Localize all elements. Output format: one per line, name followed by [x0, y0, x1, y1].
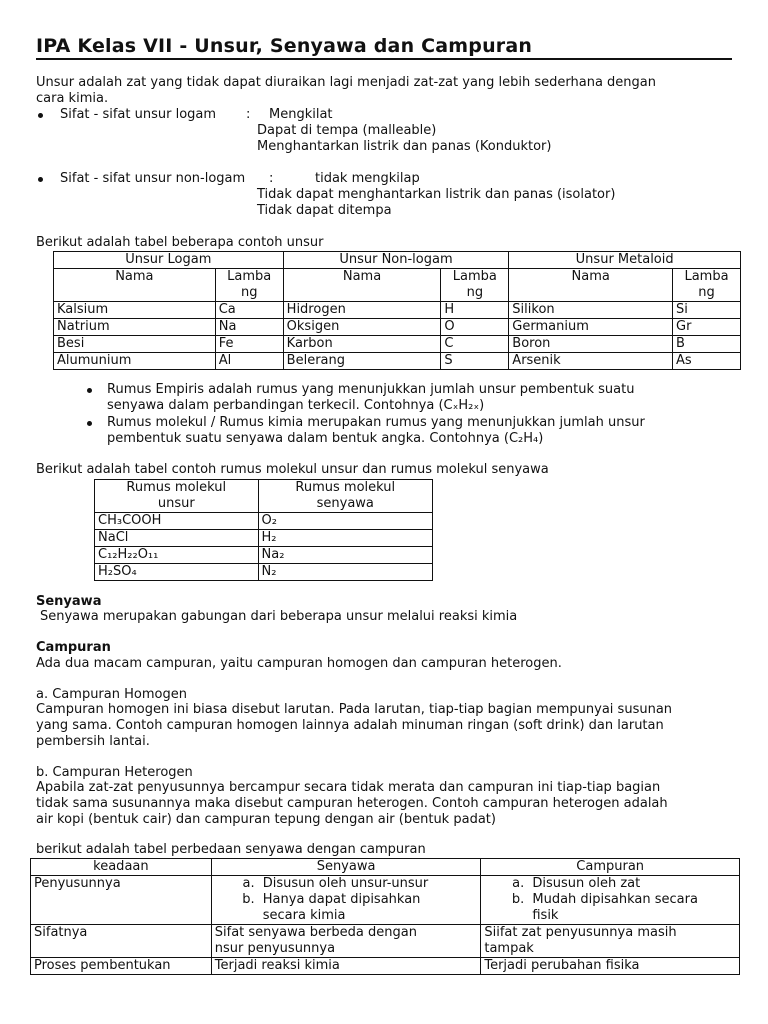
logam-label: Sifat - sifat unsur logam — [60, 107, 217, 122]
table3-caption: berikut adalah tabel perbedaan senyawa dengan campuran — [36, 842, 426, 857]
header-part-1: Rumus molekul — [295, 480, 396, 495]
table-cell: H₂ — [258, 530, 432, 547]
cell-text: nsur penyusunnya — [214, 941, 336, 956]
cell-text: Sifat senyawa berbeda dengan — [214, 925, 417, 940]
table-cell — [481, 925, 740, 958]
table-row — [54, 353, 741, 370]
table-cell: H — [441, 302, 509, 319]
list-item: a. Disusun oleh zat — [528, 876, 736, 892]
senyawa-text: Senyawa merupakan gabungan dari beberapa unsur melalui reaksi kimia — [40, 609, 518, 624]
campuran-list — [484, 876, 736, 924]
bullet-dot — [38, 113, 43, 118]
table-cell: Si — [673, 302, 741, 319]
header-part-2: unsur — [157, 496, 195, 511]
table-cell: Terjadi perubahan fisika — [481, 958, 740, 975]
lambang-part-1: Lamba — [227, 269, 272, 284]
table-row — [54, 336, 741, 353]
table1-group-metaloid: Unsur Metaloid — [509, 252, 741, 269]
nonlogam-item-2: Tidak dapat menghantarkan listrik dan panas (isolator) — [257, 187, 616, 202]
header-part-1: Rumus molekul — [126, 480, 227, 495]
molekul-line-2: pembentuk suatu senyawa dalam bentuk angka. Contohnya (C₂H₄) — [107, 431, 544, 446]
logam-colon: : — [246, 107, 251, 122]
table1-header-nama: Nama — [509, 269, 673, 302]
title-underline — [36, 58, 732, 60]
table-cell: Fe — [215, 336, 283, 353]
logam-item-2: Dapat di tempa (malleable) — [257, 123, 437, 138]
heterogen-heading: b. Campuran Heterogen — [36, 765, 193, 780]
lambang-part-1: Lamba — [452, 269, 497, 284]
list-item — [528, 892, 736, 924]
table-cell: Silikon — [509, 302, 673, 319]
senyawa-list — [215, 876, 478, 924]
table-cell: Natrium — [54, 319, 216, 336]
table3-header: Campuran — [481, 859, 740, 876]
heterogen-line-3: air kopi (bentuk cair) dan campuran tepung dengan air (bentuk padat) — [36, 812, 496, 827]
bullet-dot — [87, 388, 92, 393]
table3-header: keadaan — [31, 859, 212, 876]
lambang-part-2: ng — [466, 285, 484, 300]
table-cell: N₂ — [258, 564, 432, 581]
senyawa-heading: Senyawa — [36, 594, 102, 609]
table1-header-lambang — [673, 269, 741, 302]
nonlogam-colon: : — [269, 171, 274, 186]
table-row — [31, 925, 740, 958]
empiris-line-2: senyawa dalam perbandingan terkecil. Contohnya (CₓH₂ₓ) — [107, 398, 485, 413]
table-row — [54, 302, 741, 319]
table-cell: Penyusunnya — [31, 876, 212, 925]
homogen-heading: a. Campuran Homogen — [36, 687, 187, 702]
table-row — [31, 876, 740, 925]
table1-header-lambang — [215, 269, 283, 302]
header-part-2: senyawa — [316, 496, 374, 511]
table-cell: Hidrogen — [283, 302, 441, 319]
table-cell — [481, 876, 740, 925]
campuran-heading: Campuran — [36, 640, 111, 655]
table-cell: Ca — [215, 302, 283, 319]
list-item: a. Disusun oleh unsur-unsur — [259, 876, 478, 892]
table-cell: Na₂ — [258, 547, 432, 564]
table-cell: Arsenik — [509, 353, 673, 370]
table-cell: O — [441, 319, 509, 336]
table-cell: C — [441, 336, 509, 353]
homogen-line-1: Campuran homogen ini biasa disebut larutan. Pada larutan, tiap-tiap bagian mempunyai susunan — [36, 702, 673, 717]
table-cell: S — [441, 353, 509, 370]
table-row — [95, 530, 433, 547]
list-text: Hanya dapat dipisahkan — [262, 892, 421, 907]
rumus-table — [94, 479, 433, 581]
table-cell: Sifatnya — [31, 925, 212, 958]
logam-item-1: Mengkilat — [269, 107, 333, 122]
table-cell: Belerang — [283, 353, 441, 370]
table-cell: Kalsium — [54, 302, 216, 319]
nonlogam-item-1: tidak mengkilap — [315, 171, 420, 186]
intro-line-1: Unsur adalah zat yang tidak dapat diuraikan lagi menjadi zat-zat yang lebih sederhana dengan — [36, 75, 657, 90]
table1-header-nama: Nama — [54, 269, 216, 302]
campuran-text: Ada dua macam campuran, yaitu campuran homogen dan campuran heterogen. — [36, 656, 562, 671]
table-cell: Na — [215, 319, 283, 336]
table-cell: Besi — [54, 336, 216, 353]
table-row — [54, 319, 741, 336]
table1-header-lambang — [441, 269, 509, 302]
empiris-line-1: Rumus Empiris adalah rumus yang menunjukkan jumlah unsur pembentuk suatu — [107, 382, 635, 397]
table-cell: H₂SO₄ — [95, 564, 259, 581]
list-text: Mudah dipisahkan secara — [532, 892, 698, 907]
table1-group-logam: Unsur Logam — [54, 252, 284, 269]
table-cell: CH₃COOH — [95, 513, 259, 530]
homogen-line-2: yang sama. Contoh campuran homogen lainnya adalah minuman ringan (soft drink) dan larutan — [36, 718, 664, 733]
table-cell: Terjadi reaksi kimia — [211, 958, 481, 975]
table1-caption: Berikut adalah tabel beberapa contoh unsur — [36, 235, 324, 250]
table2-header-senyawa — [258, 480, 432, 513]
table-cell — [211, 876, 481, 925]
cell-text: Siifat zat penyusunnya masih — [484, 925, 677, 940]
molekul-line-1: Rumus molekul / Rumus kimia merupakan rumus yang menunjukkan jumlah unsur — [107, 415, 645, 430]
table-cell: O₂ — [258, 513, 432, 530]
table-row — [31, 958, 740, 975]
heterogen-line-2: tidak sama susunannya maka disebut campuran heterogen. Contoh campuran heterogen adalah — [36, 796, 668, 811]
table-cell: As — [673, 353, 741, 370]
table-cell: Al — [215, 353, 283, 370]
table2-caption: Berikut adalah tabel contoh rumus molekul unsur dan rumus molekul senyawa — [36, 462, 549, 477]
table-row — [95, 547, 433, 564]
table-cell: Proses pembentukan — [31, 958, 212, 975]
cell-text: tampak — [484, 941, 534, 956]
bullet-dot — [38, 177, 43, 182]
heterogen-line-1: Apabila zat-zat penyusunnya bercampur secara tidak merata dan campuran ini tiap-tiap bagian — [36, 780, 661, 795]
lambang-part-2: ng — [240, 285, 258, 300]
table-cell: Karbon — [283, 336, 441, 353]
list-text: fisik — [532, 908, 559, 923]
table2-header-unsur — [95, 480, 259, 513]
page-title: IPA Kelas VII - Unsur, Senyawa dan Campuran — [36, 35, 533, 57]
table-cell — [211, 925, 481, 958]
lambang-part-1: Lamba — [684, 269, 729, 284]
table-cell: Germanium — [509, 319, 673, 336]
table-cell: Gr — [673, 319, 741, 336]
table-row — [95, 564, 433, 581]
intro-line-2: cara kimia. — [36, 91, 109, 106]
table-cell: B — [673, 336, 741, 353]
table1-header-nama: Nama — [283, 269, 441, 302]
table-cell: Oksigen — [283, 319, 441, 336]
list-item — [259, 892, 478, 924]
perbedaan-table — [30, 858, 740, 975]
table3-header: Senyawa — [211, 859, 481, 876]
table-cell: NaCl — [95, 530, 259, 547]
homogen-line-3: pembersih lantai. — [36, 734, 150, 749]
nonlogam-item-3: Tidak dapat ditempa — [257, 203, 392, 218]
logam-item-3: Menghantarkan listrik dan panas (Konduktor) — [257, 139, 552, 154]
list-text: secara kimia — [262, 908, 346, 923]
lambang-part-2: ng — [698, 285, 715, 300]
table-cell: Alumunium — [54, 353, 216, 370]
table1-group-nonlogam: Unsur Non-logam — [283, 252, 509, 269]
bullet-dot — [87, 421, 92, 426]
table-cell: Boron — [509, 336, 673, 353]
table-row — [95, 513, 433, 530]
unsur-table — [53, 251, 741, 370]
table-cell: C₁₂H₂₂O₁₁ — [95, 547, 259, 564]
nonlogam-label: Sifat - sifat unsur non-logam — [60, 171, 246, 186]
